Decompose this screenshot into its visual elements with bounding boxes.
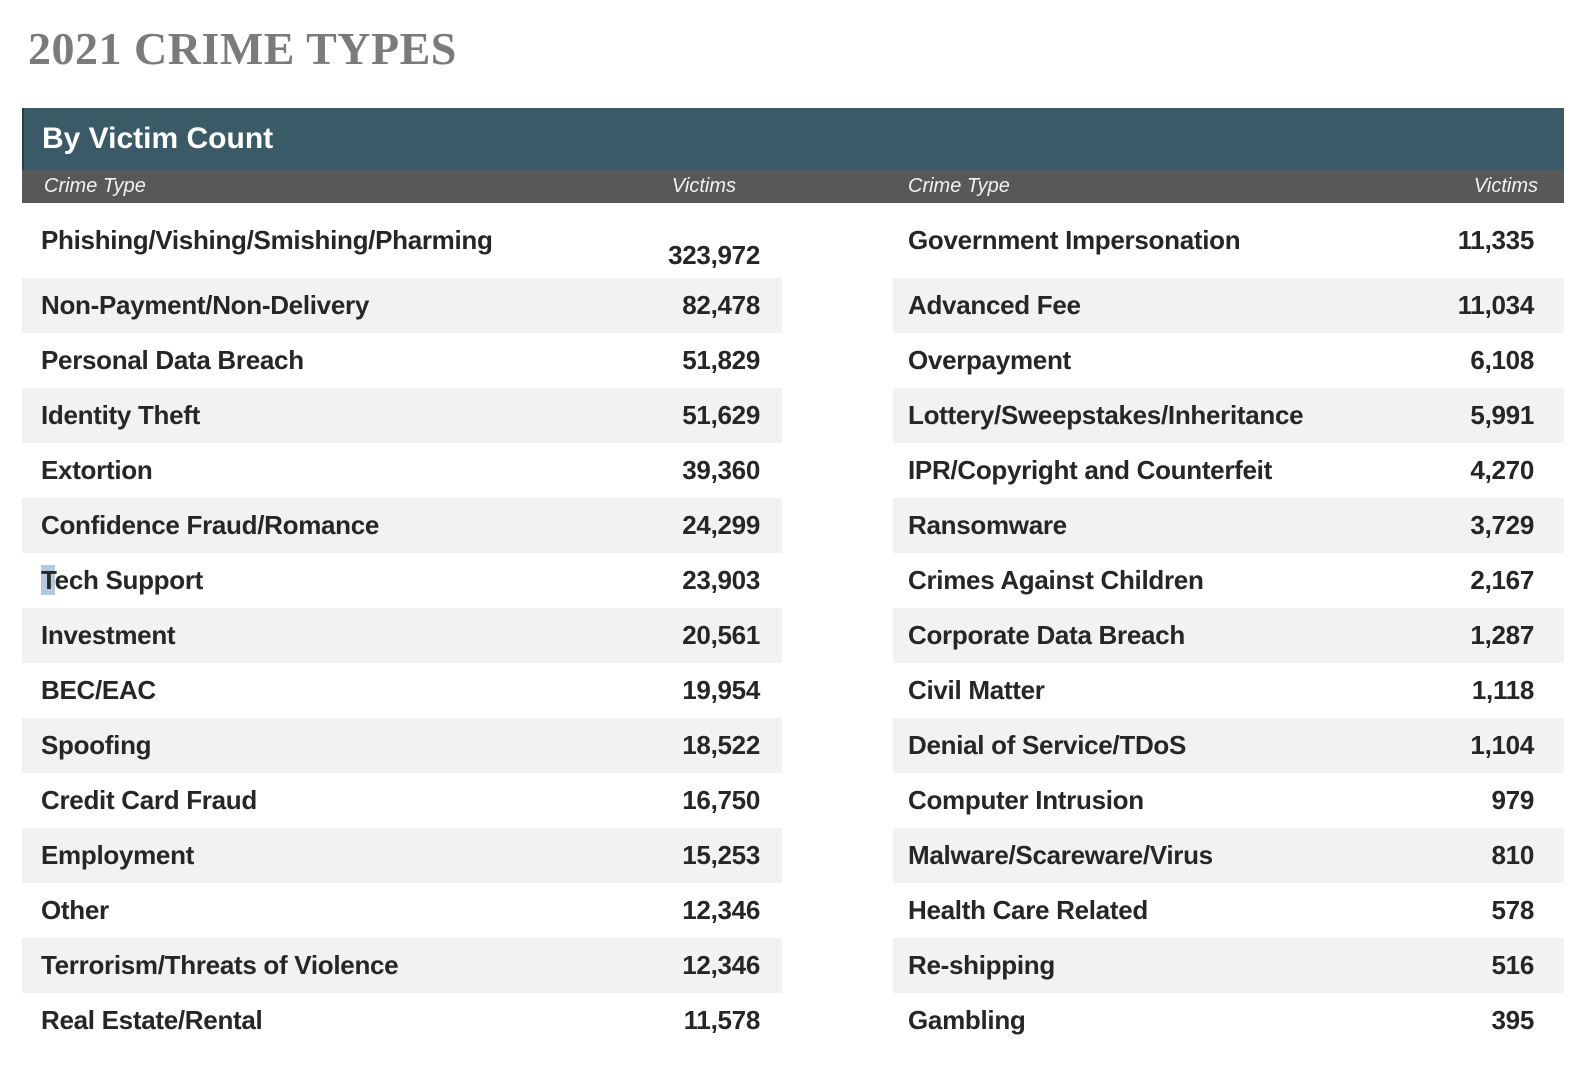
crime-type-column-header: Crime Type xyxy=(908,175,1010,197)
table-row xyxy=(22,278,782,333)
victims-value: 979 xyxy=(1491,785,1534,815)
victims-value: 578 xyxy=(1491,895,1534,925)
crime-type-column-header: Crime Type xyxy=(44,175,146,197)
right-column-headers xyxy=(893,170,1564,203)
victims-value: 3,729 xyxy=(1470,510,1534,540)
victims-value: 51,829 xyxy=(682,345,760,375)
crime-type-label: Real Estate/Rental xyxy=(41,1005,263,1035)
victims-value: 12,346 xyxy=(682,895,760,925)
victims-value: 4,270 xyxy=(1470,455,1534,485)
crime-type-label: Malware/Scareware/Virus xyxy=(908,840,1213,870)
crime-type-label: Extortion xyxy=(41,455,153,485)
page-title: 2021 CRIME TYPES xyxy=(28,23,457,74)
right-rows xyxy=(893,203,1564,1048)
crime-type-label: Employment xyxy=(41,840,195,870)
crime-type-label: Re-shipping xyxy=(908,950,1055,980)
victims-value: 15,253 xyxy=(682,840,760,870)
victims-column-header: Victims xyxy=(671,175,736,197)
table-row xyxy=(22,333,782,388)
crime-type-label: Corporate Data Breach xyxy=(908,620,1185,650)
table-row xyxy=(893,553,1564,608)
crime-type-label: Ransomware xyxy=(908,510,1067,540)
table-row xyxy=(893,608,1564,663)
crime-type-label: Phishing/Vishing/Smishing/Pharming xyxy=(41,225,493,255)
crime-type-label: Confidence Fraud/Romance xyxy=(41,510,380,540)
victims-value: 23,903 xyxy=(682,565,760,595)
crime-type-label: Overpayment xyxy=(908,345,1071,375)
table-row xyxy=(22,773,782,828)
victims-value: 19,954 xyxy=(682,675,760,705)
victims-column-header: Victims xyxy=(1473,175,1538,197)
victims-value: 24,299 xyxy=(682,510,760,540)
victims-value: 16,750 xyxy=(682,785,760,815)
victims-value: 18,522 xyxy=(682,730,760,760)
crime-type-label: IPR/Copyright and Counterfeit xyxy=(908,455,1272,485)
victims-value: 516 xyxy=(1491,950,1534,980)
crime-type-label: Credit Card Fraud xyxy=(41,785,257,815)
victims-value: 810 xyxy=(1491,840,1534,870)
table-row xyxy=(22,993,782,1048)
table-row xyxy=(22,663,782,718)
victims-value: 1,287 xyxy=(1470,620,1534,650)
table-row xyxy=(893,443,1564,498)
table-row xyxy=(893,938,1564,993)
crime-type-label: Investment xyxy=(41,620,176,650)
crime-type-label: Gambling xyxy=(908,1005,1026,1035)
crime-type-label: Non-Payment/Non-Delivery xyxy=(41,290,369,320)
victims-value: 395 xyxy=(1491,1005,1534,1035)
crime-type-label: Denial of Service/TDoS xyxy=(908,730,1187,760)
victims-value: 1,118 xyxy=(1471,675,1534,705)
crime-type-label: Other xyxy=(41,895,109,925)
victims-value: 5,991 xyxy=(1470,400,1534,430)
table-row xyxy=(893,718,1564,773)
victims-value: 1,104 xyxy=(1470,730,1534,760)
table-row xyxy=(22,938,782,993)
table-row xyxy=(22,883,782,938)
victims-value: 11,034 xyxy=(1457,290,1534,320)
table-row xyxy=(893,993,1564,1048)
column-header-bar xyxy=(22,170,1564,203)
table-row xyxy=(893,388,1564,443)
table-row xyxy=(893,773,1564,828)
victims-value: 323,972 xyxy=(668,240,760,270)
crime-type-label: Lottery/Sweepstakes/Inheritance xyxy=(908,400,1304,430)
table-row xyxy=(893,278,1564,333)
table-row xyxy=(22,718,782,773)
table-row xyxy=(22,443,782,498)
table-row xyxy=(893,333,1564,388)
text-selection-highlight: T xyxy=(41,565,55,595)
victims-value: 20,561 xyxy=(682,620,760,650)
crime-type-label: Advanced Fee xyxy=(908,290,1081,320)
victims-value: 12,346 xyxy=(682,950,760,980)
crime-type-label: Health Care Related xyxy=(908,895,1148,925)
victims-value: 2,167 xyxy=(1470,565,1534,595)
victims-value: 82,478 xyxy=(682,290,760,320)
crime-type-label: Crimes Against Children xyxy=(908,565,1204,595)
table-row xyxy=(893,203,1564,278)
table-row xyxy=(893,828,1564,883)
left-rows xyxy=(22,203,782,1048)
table-section-header xyxy=(22,108,1564,170)
victims-value: 39,360 xyxy=(682,455,760,485)
table-row xyxy=(893,663,1564,718)
victims-value: 51,629 xyxy=(682,400,760,430)
crime-type-label: Terrorism/Threats of Violence xyxy=(41,950,399,980)
table-row xyxy=(22,608,782,663)
table-row xyxy=(893,498,1564,553)
crime-type-label: BEC/EAC xyxy=(41,675,156,705)
section-header-label: By Victim Count xyxy=(42,122,274,155)
victims-value: 11,335 xyxy=(1457,225,1534,255)
table-row xyxy=(22,498,782,553)
crime-type-label: Civil Matter xyxy=(908,675,1045,705)
table-body xyxy=(22,203,1564,1048)
table-row xyxy=(22,553,782,608)
table-row xyxy=(22,203,782,278)
table-row xyxy=(893,883,1564,938)
crime-type-label: Tech Support xyxy=(41,565,204,595)
crime-type-label: Personal Data Breach xyxy=(41,345,304,375)
table-row xyxy=(22,388,782,443)
crime-type-label: Government Impersonation xyxy=(908,225,1241,255)
crime-type-label: Identity Theft xyxy=(41,400,201,430)
victims-value: 11,578 xyxy=(683,1005,760,1035)
table-row xyxy=(22,828,782,883)
victim-count-table xyxy=(22,108,1564,1048)
crime-type-label: Spoofing xyxy=(41,730,152,760)
crime-type-label: Computer Intrusion xyxy=(908,785,1144,815)
left-column-headers xyxy=(22,170,782,203)
victims-value: 6,108 xyxy=(1470,345,1534,375)
